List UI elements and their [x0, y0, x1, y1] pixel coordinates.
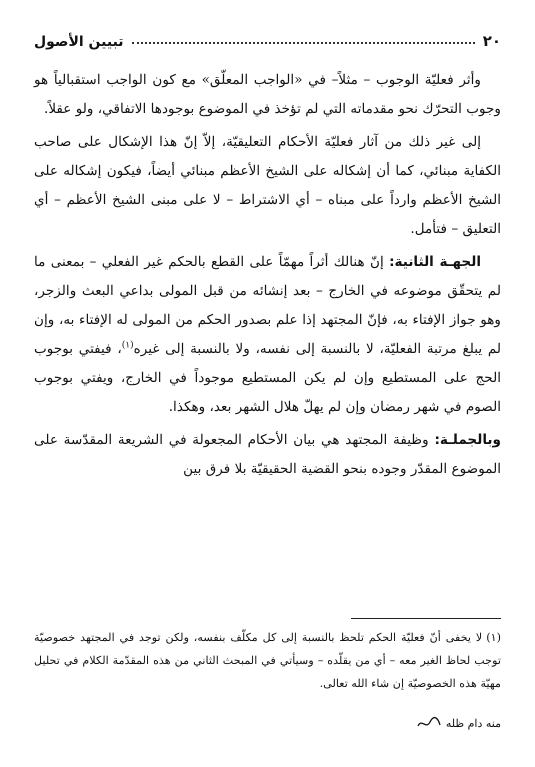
- footnote-reference[interactable]: (١): [121, 340, 134, 351]
- signature-text: منه دام ظله: [445, 716, 501, 730]
- signature-flourish-icon: [416, 716, 442, 730]
- section-heading-second-aspect: الجهـة الثانية:: [389, 254, 481, 270]
- paragraph-2: إلى غير ذلك من آثار فعليّة الأحكام التعليقيّة، إلاّ إنّ هذا الإشكال على صاحب الكفاية مبنائي، كما أن إشكاله على الشيخ الأعظم مبنائي أيضاً، فيكون إشكاله على الشيخ الأعظم وارداً على مبناه – أي الاشتراط – لا على مبنى الشيخ الأعظم – أي التعليق – فتأمل.: [34, 134, 501, 237]
- paragraph-4-text: وظيفة المجتهد هي بيان الأحكام المجعولة في الشريعة المقدّسة على الموضوع المقدّر وجوده بنحو القضية الحقيقيّة بلا فرق بين: [34, 432, 501, 477]
- page-header: [34, 26, 501, 50]
- header-dotted-leader: [132, 42, 475, 44]
- footnote: [34, 626, 501, 695]
- footnote-marker: (١): [486, 631, 501, 644]
- paragraph-3: [34, 248, 501, 422]
- footnote-separator: [351, 618, 501, 619]
- section-heading-in-sum: وبالجملـة:: [434, 432, 501, 448]
- author-signature: [416, 716, 501, 730]
- footnote-text: لا يخفى أنّ فعليّة الحكم تلحظ بالنسبة إلى كل مكلّف بنفسه، ولكن توجد في المجتهد خصوصيّة توجب لحاظ الغير معه – أي من يقلّده – وسيأتي في المبحث الثاني من هذه المقدّمة الكلام في تحليل مهيّة هذه الخصوصيّة إن شاء الله تعالى.: [34, 631, 501, 690]
- paragraph-3-text-b: ، فيفتي بوجوب الحج على المستطيع وإن لم يكن المستطيع موجوداً في الخارج، ويفتي بوجوب الصوم في شهر رمضان وإن لم يهلّ هلال الشهر بعد، وهكذا.: [34, 341, 502, 415]
- running-title: تبيين الأصول: [34, 34, 124, 50]
- main-text: [34, 66, 501, 488]
- paragraph-1: وأثر فعليّة الوجوب – مثلاً– في «الواجب المعلّق» مع كون الواجب استقبالياً هو وجوب التحرّك نحو مقدماته التي لم تؤخذ في الموضوع بوجودها الاتفاقي، ولو عقلاً.: [34, 72, 501, 117]
- page-number: ٢٠: [482, 32, 501, 50]
- paragraph-4: [34, 426, 501, 484]
- paragraph-3-text-a: إنّ هنالك أثراً مهمّاً على القطع بالحكم غير الفعلي – بمعنى ما لم يتحقّق موضوعه في الخارج – بعد إنشائه من قبل المولى بداعي البعث والزجر، وهو جواز الإفتاء به، فإنّ المجتهد إذا علم بصدور الحكم من المولى له الإفتاء به، وإن لم يبلغ مرتبة الفعليّة، لا بالنسبة إلى نفسه، ولا بالنسبة إلى غيره: [34, 254, 502, 357]
